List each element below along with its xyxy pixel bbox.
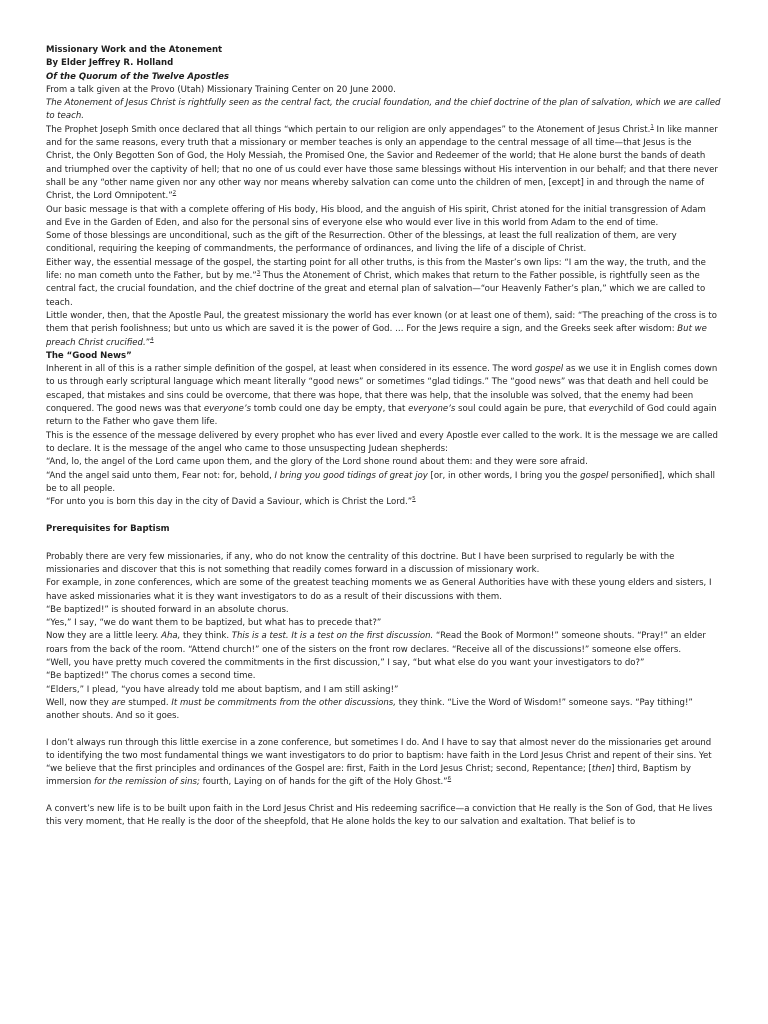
quote-line: “For unto you is born this day in the city of David a Saviour, which is Christ the Lord.”$^5$: [46, 496, 416, 508]
footnote-link[interactable]: 3: [256, 270, 261, 277]
paragraph: Our basic message is that with a complete offering of His body, His blood, and the anguish of His spirit, Christ atoned for the initial transgression of Adam and Eve in the Garden of Eden, and also for the personal sins of everyone else who would ever live in this world from Adam to the end of time.: [46, 204, 706, 228]
quote-line: “And, lo, the angel of the Lord came upon them, and the glory of the Lord shone round about them: and they were sore afraid.: [46, 457, 588, 468]
dialogue-line: “Elders,” I plead, “you have already told me about baptism, and I am still asking!”: [46, 684, 399, 695]
dialogue-line: “Well, you have pretty much covered the commitments in the first discussion,” I say, “but what else do you want your investigators to do?”: [46, 658, 645, 669]
quote-line: “And the angel said unto them, Fear not: for, behold, I bring you good tidings of great joy [or, in other words, I bring you the gospel personified], which shall be to all people.: [46, 470, 716, 494]
section-heading-prerequisites: Prerequisites for Baptism: [46, 524, 170, 535]
paragraph: Little wonder, then, that the Apostle Paul, the greatest missionary the world has ever known (or at least one of them), said: “The preaching of the cross is to them that perish foolishness; but unto us which are saved it is the power of God. … For the Jews require a sign, and the Greeks seek after wisdom: But we preach Christ crucified.”$^4$: [46, 310, 717, 348]
dialogue-line: “Yes,” I say, “we do want them to be baptized, but what has to precede that?”: [46, 618, 382, 629]
paragraph: For example, in zone conferences, which are some of the greatest teaching moments we as General Authorities have with these young elders and sisters, I have asked missionaries what it is they want investigators to do as a result of their discussions with them.: [46, 578, 712, 602]
footnote-link[interactable]: 6: [447, 776, 452, 783]
page-title: Missionary Work and the Atonement: [46, 45, 223, 55]
paragraph: A convert’s new life is to be built upon faith in the Lord Jesus Christ and His redeeming sacrifice—a conviction that He really is the Son of God, that He lives this very moment, that He really is the door of the sheepfold, that He alone holds the key to our salvation and exaltation. That belief is to: [46, 803, 713, 828]
footnote-link[interactable]: 4: [150, 336, 154, 343]
dialogue-line: “Be baptized!” The chorus comes a second time.: [46, 671, 256, 682]
section-heading-good-news: The “Good News”: [46, 350, 132, 361]
quorum-line: Of the Quorum of the Twelve Apostles: [46, 71, 230, 82]
paragraph: The Prophet Joseph Smith once declared that all things “which pertain to our religion are only appendages” to the Atonement of Jesus Christ.$^1$ In like manner and for the same reasons, every truth that a missionary or member teaches is only an appendage to the central message of all time—that Jesus is the Christ, the Only Begotten Son of God, the Holy Messiah, the Promised One, the Savior and Redeemer of the world; that He alone burst the bands of death and triumphed over the captivity of hell; that no one of us could ever have those same blessings without His intervention in our behalf; and that there never shall be any “other name given nor any other way nor means whereby salvation can come unto the children of men, [except] in and through the name of Christ, the Lord Omnipotent.”$^2$: [46, 123, 718, 202]
document-body: [46, 44, 722, 829]
paragraph: This is the essence of the message delivered by every prophet who has ever lived and every Apostle ever called to the work. It is the message we are called to declare. It is the message of the angel who came to those unsuspecting Judean shepherds:: [46, 430, 718, 454]
paragraph: Some of those blessings are unconditional, such as the gift of the Resurrection. Other of the blessings, at least the full realization of them, are very conditional, requiring the keeping of commandments, the performance of ordinances, and living the life of a disciple of Christ.: [46, 231, 677, 255]
paragraph: Probably there are very few missionaries, if any, who do not know the centrality of this doctrine. But I have been surprised to regularly be with the missionaries and discover that this is not something that readily comes forward in a discussion of missionary work.: [46, 551, 675, 575]
dialogue-line: “Be baptized!” is shouted forward in an absolute chorus.: [46, 604, 289, 615]
author-line: By Elder Jeffrey R. Holland: [46, 58, 174, 69]
footnote-link[interactable]: 2: [172, 190, 177, 197]
paragraph: I don’t always run through this little exercise in a zone conference, but sometimes I do. And I have to say that almost never do the missionaries get around to identifying the two most fundamental things we want investigators to do prior to baptism: have faith in the Lord Jesus Christ and repent of their sins. Yet “we believe that the first principles and ordinances of the Gospel are: first, Faith in the Lord Jesus Christ; second, Repentance; [then] third, Baptism by immersion for the remission of sins; fourth, Laying on of hands for the gift of the Holy Ghost.”$^6$: [46, 737, 712, 788]
source-line: From a talk given at the Provo (Utah) Missionary Training Center on 20 June 2000.: [46, 84, 396, 95]
footnote-link[interactable]: 1: [650, 123, 654, 130]
paragraph: Well, now they are stumped. It must be commitments from the other discussions, they think. “Live the Word of Wisdom!” someone says. “Pay tithing!” another shouts. And so it goes.: [46, 697, 693, 722]
paragraph: Either way, the essential message of the gospel, the starting point for all other truths, is this from the Master’s own lips: “I am the way, the truth, and the life: no man cometh unto the Father, but by me.”$^3$ Thus the Atonement of Christ, which makes that return to the Father possible, is rightfully seen as the central fact, the crucial foundation, and the chief doctrine of the great and eternal plan of salvation—“our Heavenly Father’s plan,” which we are called to teach.: [46, 257, 706, 308]
footnote-link[interactable]: 5: [412, 496, 416, 503]
paragraph: Now they are a little leery. Aha, they think. This is a test. It is a test on the first discussion. “Read the Book of Mormon!” someone shouts. “Pray!” an elder roars from the back of the room. “Attend church!” one of the sisters on the front row declares. “Receive all of the discussions!” someone else offers.: [46, 631, 706, 655]
intro-paragraph: The Atonement of Jesus Christ is rightfully seen as the central fact, the crucial foundation, and the chief doctrine of the plan of salvation, which we are called to teach.: [46, 98, 721, 122]
paragraph: Inherent in all of this is a rather simple definition of the gospel, at least when considered in its essence. The word gospel as we use it in English comes down to us through early scriptural language which meant literally “good news” or sometimes “glad tidings.” The “good news” was that death and hell could be escaped, that mistakes and sins could be overcome, that there was hope, that there was help, that the insoluble was solved, that the enemy had been conquered. The good news was that everyone’s tomb could one day be empty, that everyone’s soul could again be pure, that everychild of God could again return to the Father who gave them life.: [46, 364, 718, 428]
